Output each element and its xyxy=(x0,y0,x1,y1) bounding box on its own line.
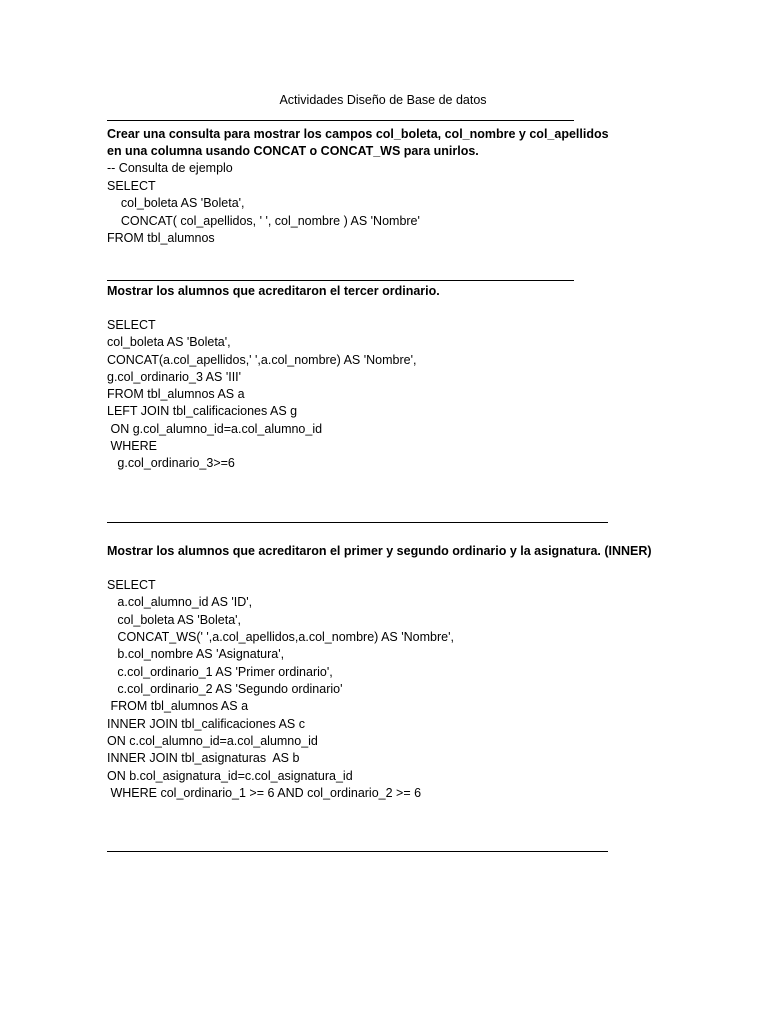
code-line: col_boleta AS 'Boleta', xyxy=(107,613,242,627)
code-line: WHERE xyxy=(107,439,157,453)
code-line: b.col_nombre AS 'Asignatura', xyxy=(107,647,285,661)
code-line: CONCAT( col_apellidos, ' ', col_nombre ) AS 'Nombre' xyxy=(107,214,420,228)
code-line: LEFT JOIN tbl_calificaciones AS g xyxy=(107,404,298,418)
section3-heading: Mostrar los alumnos que acreditaron el primer y segundo ordinario y la asignatura. (INNER) xyxy=(107,544,652,558)
code-line: -- Consulta de ejemplo xyxy=(107,161,233,175)
separator-line xyxy=(107,522,608,523)
code-line: c.col_ordinario_2 AS 'Segundo ordinario' xyxy=(107,682,343,696)
code-line: SELECT xyxy=(107,318,156,332)
code-line: a.col_alumno_id AS 'ID', xyxy=(107,595,253,609)
separator-line xyxy=(107,851,608,852)
code-line: g.col_ordinario_3>=6 xyxy=(107,456,235,470)
code-line: CONCAT(a.col_apellidos,' ',a.col_nombre) AS 'Nombre', xyxy=(107,353,417,367)
section1-heading-line: en una columna usando CONCAT o CONCAT_WS para unirlos. xyxy=(107,144,479,158)
code-line: FROM tbl_alumnos AS a xyxy=(107,699,249,713)
separator-line xyxy=(107,120,574,121)
code-line: col_boleta AS 'Boleta', xyxy=(107,196,245,210)
code-line: WHERE col_ordinario_1 >= 6 AND col_ordinario_2 >= 6 xyxy=(107,786,422,800)
code-line: ON b.col_asignatura_id=c.col_asignatura_id xyxy=(107,769,353,783)
document-title: Actividades Diseño de Base de datos xyxy=(279,93,487,107)
section2-heading: Mostrar los alumnos que acreditaron el tercer ordinario. xyxy=(107,284,440,298)
code-line: FROM tbl_alumnos xyxy=(107,231,215,245)
code-line: FROM tbl_alumnos AS a xyxy=(107,387,245,401)
code-line: SELECT xyxy=(107,578,156,592)
code-line: SELECT xyxy=(107,179,156,193)
code-line: CONCAT_WS(' ',a.col_apellidos,a.col_nombre) AS 'Nombre', xyxy=(107,630,454,644)
separator-line xyxy=(107,280,574,281)
code-line: INNER JOIN tbl_calificaciones AS c xyxy=(107,717,305,731)
section1-heading-line: Crear una consulta para mostrar los campos col_boleta, col_nombre y col_apellidos xyxy=(107,127,609,141)
code-line: c.col_ordinario_1 AS 'Primer ordinario', xyxy=(107,665,333,679)
code-line: g.col_ordinario_3 AS 'III' xyxy=(107,370,242,384)
code-line: col_boleta AS 'Boleta', xyxy=(107,335,231,349)
code-line: ON g.col_alumno_id=a.col_alumno_id xyxy=(107,422,323,436)
code-line: ON c.col_alumno_id=a.col_alumno_id xyxy=(107,734,318,748)
code-line: INNER JOIN tbl_asignaturas AS b xyxy=(107,751,300,765)
